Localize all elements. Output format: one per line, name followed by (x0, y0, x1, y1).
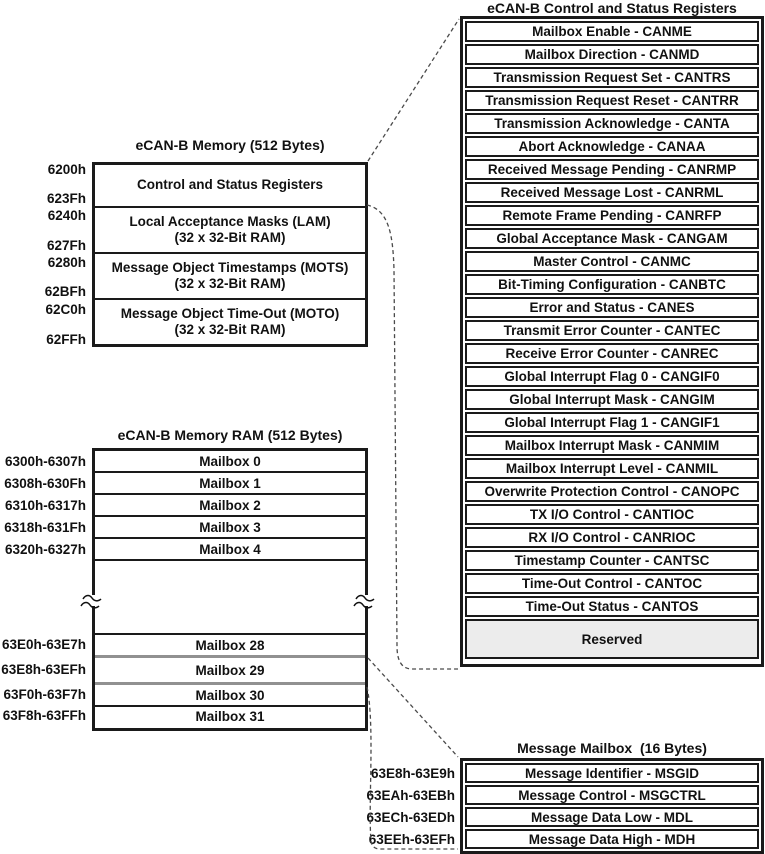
connector-dashed-line (368, 19, 459, 161)
register-label: Transmit Error Counter - CANTEC (503, 323, 721, 338)
address-label: 6240h (47, 208, 86, 223)
register-row (465, 573, 759, 594)
mailbox-label: Mailbox 0 (199, 453, 261, 469)
mailbox-detail-row (465, 785, 759, 805)
memory-region-control-status (95, 165, 365, 208)
register-row (465, 21, 759, 42)
register-label: Global Interrupt Flag 1 - CANGIF1 (504, 415, 720, 430)
mailbox-label: Mailbox 3 (199, 519, 261, 535)
registers-rows (465, 21, 759, 617)
reserved-label: Reserved (581, 631, 643, 647)
register-row (465, 320, 759, 341)
mailbox-label: Mailbox 29 (195, 662, 265, 678)
mailbox-label: Mailbox 2 (199, 497, 261, 513)
register-row (465, 366, 759, 387)
ram-bottom-rows (95, 633, 365, 725)
register-label: Abort Acknowledge - CANAA (518, 139, 706, 154)
mailbox-label: Mailbox 1 (199, 475, 261, 491)
memory-region-sublabel: (32 x 32-Bit RAM) (174, 230, 286, 245)
mailbox-label: Mailbox 31 (195, 708, 265, 724)
address-label: 627Fh (46, 238, 86, 253)
register-row (465, 136, 759, 157)
address-label: 6310h-6317h (4, 498, 86, 513)
mailbox-label: Mailbox 4 (199, 541, 261, 557)
memory-region-label: Control and Status Registers (136, 177, 324, 193)
address-label: 63EEh-63EFh (368, 832, 455, 847)
memory-region-label: Local Acceptance Masks (LAM) (129, 213, 331, 229)
address-label: 6300h-6307h (4, 454, 86, 469)
ram-map-box (92, 448, 368, 731)
mailbox-detail-addresses (340, 763, 455, 851)
address-label: 62C0h (45, 302, 86, 317)
register-label: Transmission Request Reset - CANTRR (485, 93, 739, 108)
mailbox-label: Mailbox 28 (195, 637, 265, 653)
memory-map-title: eCAN-B Memory (512 Bytes) (135, 137, 325, 153)
register-row (465, 274, 759, 295)
address-label: 63ECh-63EDh (366, 810, 455, 825)
mailbox-row (95, 517, 365, 539)
mailbox-row (95, 495, 365, 517)
address-label: 6320h-6327h (4, 542, 86, 557)
register-row (465, 389, 759, 410)
mailbox-row (95, 451, 365, 473)
memory-region-label: Message Object Time-Out (MOTO) (120, 305, 340, 321)
address-label: 6280h (47, 255, 86, 270)
register-label: Mailbox Interrupt Mask - CANMIM (504, 438, 720, 453)
register-label: Bit-Timing Configuration - CANBTC (498, 277, 726, 292)
mailbox-detail-rows (465, 763, 759, 849)
registers-table (460, 16, 764, 667)
address-label: 623Fh (46, 191, 86, 206)
register-row (465, 44, 759, 65)
register-row (465, 481, 759, 502)
register-label: Master Control - CANMC (533, 254, 691, 269)
register-label: Receive Error Counter - CANREC (505, 346, 719, 361)
memory-region-sublabel: (32 x 32-Bit RAM) (174, 322, 286, 337)
register-row (465, 458, 759, 479)
register-row (465, 67, 759, 88)
ram-break-gap (95, 561, 365, 633)
address-label: 6318h-631Fh (4, 520, 86, 535)
register-row (465, 435, 759, 456)
address-label: 63F8h-63FFh (2, 708, 86, 723)
mailbox-detail-row (465, 807, 759, 827)
register-label: Mailbox Enable - CANME (532, 24, 692, 39)
register-label: Time-Out Status - CANTOS (525, 599, 699, 614)
address-label: 63E8h-63EFh (1, 662, 86, 677)
register-row (465, 343, 759, 364)
address-label: 63E0h-63E7h (1, 637, 86, 652)
mailbox-row (95, 633, 365, 658)
register-label: Mailbox Interrupt Level - CANMIL (505, 461, 719, 476)
address-label: 6200h (47, 162, 86, 177)
register-row (465, 527, 759, 548)
register-label: Received Message Pending - CANRMP (487, 162, 737, 177)
mailbox-label: Mailbox 30 (195, 687, 265, 703)
register-row (465, 90, 759, 111)
register-label: Received Message Lost - CANRML (500, 185, 724, 200)
register-label: Time-Out Control - CANTOC (521, 576, 703, 591)
memory-region-label: Message Object Timestamps (MOTS) (111, 259, 349, 275)
ram-top-addresses (0, 451, 86, 561)
register-row (465, 182, 759, 203)
address-label: 62FFh (46, 332, 86, 347)
register-row (465, 159, 759, 180)
register-row (465, 228, 759, 249)
register-label: Global Acceptance Mask - CANGAM (496, 231, 728, 246)
ram-top-rows (95, 451, 365, 561)
register-label: Remote Frame Pending - CANRFP (502, 208, 722, 223)
address-label: 63F0h-63F7h (3, 687, 86, 702)
register-row (465, 596, 759, 617)
address-label: 6308h-630Fh (4, 476, 86, 491)
mailbox-row (95, 685, 365, 707)
register-row (465, 251, 759, 272)
memory-region-lam (95, 208, 365, 254)
register-row (465, 113, 759, 134)
memory-region-moto (95, 300, 365, 344)
mailbox-row (95, 658, 365, 685)
register-row (465, 297, 759, 318)
address-label: 63E8h-63E9h (370, 766, 455, 781)
register-label: TX I/O Control - CANTIOC (529, 507, 695, 522)
ram-map-title: eCAN-B Memory RAM (512 Bytes) (117, 427, 343, 443)
mailbox-detail-label: Message Identifier - MSGID (524, 765, 700, 781)
address-label: 62BFh (44, 284, 86, 299)
mailbox-row (95, 707, 365, 725)
register-label: Mailbox Direction - CANMD (524, 47, 700, 62)
register-label: Error and Status - CANES (529, 300, 695, 315)
register-row (465, 550, 759, 571)
registers-title: eCAN-B Control and Status Registers (487, 0, 737, 16)
mailbox-detail-table (460, 758, 764, 854)
connector-dashed-line (368, 658, 458, 757)
memory-region-mots (95, 254, 365, 300)
mailbox-row (95, 473, 365, 495)
memory-region-sublabel: (32 x 32-Bit RAM) (174, 276, 286, 291)
register-label: Overwrite Protection Control - CANOPC (484, 484, 740, 499)
register-label: Timestamp Counter - CANTSC (514, 553, 710, 568)
register-row (465, 504, 759, 525)
mailbox-detail-row (465, 829, 759, 849)
register-label: Global Interrupt Flag 0 - CANGIF0 (504, 369, 720, 384)
register-row (465, 412, 759, 433)
mailbox-detail-label: Message Data Low - MDL (530, 809, 694, 825)
mailbox-detail-label: Message Data High - MDH (528, 831, 696, 847)
mailbox-detail-label: Message Control - MSGCTRL (518, 787, 706, 803)
register-label: RX I/O Control - CANRIOC (528, 530, 696, 545)
mailbox-row (95, 539, 365, 561)
register-label: Transmission Acknowledge - CANTA (494, 116, 730, 131)
memory-map-box (92, 162, 368, 347)
connector-dashed-line (367, 205, 458, 669)
mailbox-detail-row (465, 763, 759, 783)
register-row (465, 205, 759, 226)
reserved-row (465, 619, 759, 659)
mailbox-detail-title: Message Mailbox (16 Bytes) (517, 740, 707, 756)
address-label: 63EAh-63EBh (366, 788, 455, 803)
register-label: Transmission Request Set - CANTRS (493, 70, 731, 85)
register-label: Global Interrupt Mask - CANGIM (509, 392, 715, 407)
